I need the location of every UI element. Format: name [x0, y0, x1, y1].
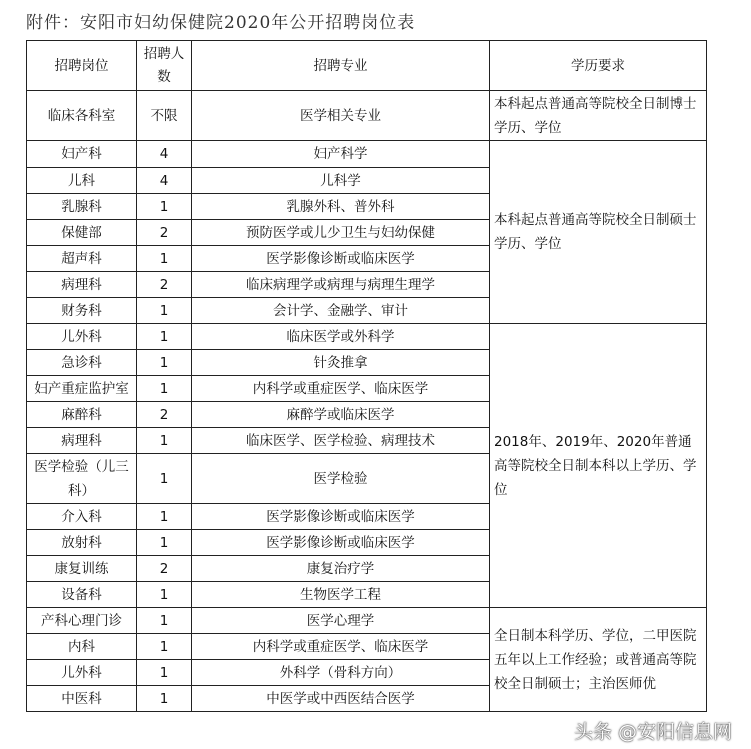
cell-major: 医学影像诊断或临床医学: [192, 530, 490, 556]
column-header: 学历要求: [490, 41, 707, 91]
cell-count: 1: [137, 530, 192, 556]
column-header: 招聘专业: [192, 41, 490, 91]
header-row: [27, 41, 707, 91]
cell-post: 妇产重症监护室: [27, 376, 137, 402]
cell-count: 1: [137, 350, 192, 376]
cell-post: 临床各科室: [27, 91, 137, 141]
cell-count: 1: [137, 686, 192, 712]
cell-major: 麻醉学或临床医学: [192, 402, 490, 428]
cell-major: 临床病理学或病理与病理生理学: [192, 272, 490, 298]
cell-post: 医学检验（儿三科）: [27, 454, 137, 504]
cell-major: 中医学或中西医结合医学: [192, 686, 490, 712]
cell-major: 乳腺外科、普外科: [192, 194, 490, 220]
cell-major: 医学检验: [192, 454, 490, 504]
cell-count: 2: [137, 272, 192, 298]
cell-count: 1: [137, 454, 192, 504]
cell-major: 临床医学或外科学: [192, 324, 490, 350]
cell-count: 1: [137, 298, 192, 324]
cell-post: 儿外科: [27, 324, 137, 350]
cell-count: 1: [137, 428, 192, 454]
cell-count: 1: [137, 504, 192, 530]
cell-post: 超声科: [27, 246, 137, 272]
cell-education: 本科起点普通高等院校全日制硕士学历、学位: [490, 141, 707, 324]
cell-post: 放射科: [27, 530, 137, 556]
cell-count: 1: [137, 634, 192, 660]
cell-major: 生物医学工程: [192, 582, 490, 608]
table-row: [27, 141, 707, 168]
cell-education: 本科起点普通高等院校全日制博士学历、学位: [490, 91, 707, 141]
cell-count: 4: [137, 168, 192, 194]
cell-count: 2: [137, 220, 192, 246]
cell-count: 1: [137, 376, 192, 402]
cell-post: 内科: [27, 634, 137, 660]
cell-education: 全日制本科学历、学位，二甲医院五年以上工作经验；或普通高等院校全日制硕士；主治医师优: [490, 608, 707, 712]
cell-count: 1: [137, 608, 192, 634]
cell-major: 医学影像诊断或临床医学: [192, 504, 490, 530]
table-row: [27, 91, 707, 141]
cell-education: 2018年、2019年、2020年普通高等院校全日制本科以上学历、学位: [490, 324, 707, 608]
watermark: 头条 @安阳信息网: [574, 721, 733, 743]
cell-post: 麻醉科: [27, 402, 137, 428]
cell-major: 康复治疗学: [192, 556, 490, 582]
cell-post: 中医科: [27, 686, 137, 712]
recruitment-table: [26, 40, 707, 712]
cell-post: 康复训练: [27, 556, 137, 582]
cell-post: 乳腺科: [27, 194, 137, 220]
cell-major: 医学影像诊断或临床医学: [192, 246, 490, 272]
cell-major: 外科学（骨科方向）: [192, 660, 490, 686]
cell-post: 财务科: [27, 298, 137, 324]
cell-major: 儿科学: [192, 168, 490, 194]
cell-count: 2: [137, 556, 192, 582]
column-header: 招聘人数: [137, 41, 192, 91]
cell-major: 医学相关专业: [192, 91, 490, 141]
cell-major: 医学心理学: [192, 608, 490, 634]
cell-count: 1: [137, 660, 192, 686]
cell-post: 妇产科: [27, 141, 137, 168]
cell-major: 会计学、金融学、审计: [192, 298, 490, 324]
document-title: 附件：安阳市妇幼保健院2020年公开招聘岗位表: [26, 13, 416, 33]
column-header: 招聘岗位: [27, 41, 137, 91]
cell-post: 急诊科: [27, 350, 137, 376]
cell-post: 产科心理门诊: [27, 608, 137, 634]
cell-count: 1: [137, 582, 192, 608]
cell-count: 2: [137, 402, 192, 428]
table-row: [27, 324, 707, 350]
cell-major: 内科学或重症医学、临床医学: [192, 634, 490, 660]
cell-count: 1: [137, 246, 192, 272]
cell-major: 针灸推拿: [192, 350, 490, 376]
table-row: [27, 608, 707, 634]
cell-post: 病理科: [27, 272, 137, 298]
cell-major: 预防医学或儿少卫生与妇幼保健: [192, 220, 490, 246]
cell-count: 4: [137, 141, 192, 168]
cell-major: 妇产科学: [192, 141, 490, 168]
cell-post: 设备科: [27, 582, 137, 608]
cell-post: 儿科: [27, 168, 137, 194]
cell-post: 病理科: [27, 428, 137, 454]
cell-count: 1: [137, 324, 192, 350]
cell-count: 1: [137, 194, 192, 220]
cell-post: 介入科: [27, 504, 137, 530]
cell-count: 不限: [137, 91, 192, 141]
cell-post: 保健部: [27, 220, 137, 246]
cell-major: 内科学或重症医学、临床医学: [192, 376, 490, 402]
cell-post: 儿外科: [27, 660, 137, 686]
cell-major: 临床医学、医学检验、病理技术: [192, 428, 490, 454]
